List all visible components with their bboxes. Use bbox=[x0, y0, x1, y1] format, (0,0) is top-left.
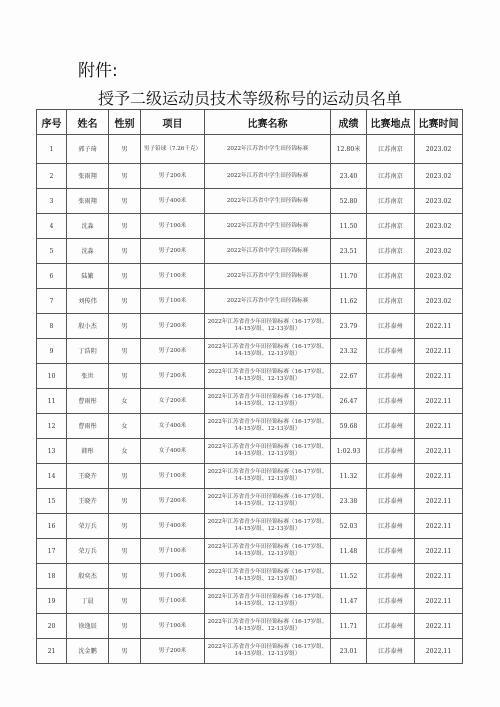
cell-result: 11.71 bbox=[331, 614, 367, 639]
cell-no: 8 bbox=[37, 314, 67, 339]
cell-name: 张雨翔 bbox=[67, 164, 109, 189]
table-row bbox=[37, 339, 463, 364]
cell-no: 11 bbox=[37, 389, 67, 414]
cell-no: 2 bbox=[37, 164, 67, 189]
cell-date: 2023.02 bbox=[415, 189, 463, 214]
cell-competition: 2022年江苏省中学生田径锦标赛 bbox=[205, 164, 331, 189]
cell-no: 10 bbox=[37, 364, 67, 389]
table-row bbox=[37, 439, 463, 464]
cell-name: 张雨翔 bbox=[67, 189, 109, 214]
cell-no: 6 bbox=[37, 264, 67, 289]
cell-competition: 2022年江苏省中学生田径锦标赛 bbox=[205, 289, 331, 314]
cell-competition: 2022年江苏省青少年田径锦标赛（16-17岁组、14-15岁组、12-13岁组） bbox=[205, 414, 331, 439]
cell-result: 22.67 bbox=[331, 364, 367, 389]
cell-venue: 江苏泰州 bbox=[367, 339, 415, 364]
cell-competition: 2022年江苏省青少年田径锦标赛（16-17岁组、14-15岁组、12-13岁组） bbox=[205, 489, 331, 514]
cell-no: 14 bbox=[37, 464, 67, 489]
cell-no: 1 bbox=[37, 135, 67, 164]
table-row bbox=[37, 264, 463, 289]
cell-name: 殷奕杰 bbox=[67, 564, 109, 589]
cell-gender: 男 bbox=[109, 314, 141, 339]
cell-name: 王晓卉 bbox=[67, 464, 109, 489]
cell-name: 陆繁 bbox=[67, 264, 109, 289]
cell-event: 男子200米 bbox=[141, 239, 205, 264]
cell-venue: 江苏南京 bbox=[367, 264, 415, 289]
cell-competition: 2022年江苏省中学生田径锦标赛 bbox=[205, 239, 331, 264]
table-row bbox=[37, 639, 463, 664]
cell-date: 2023.02 bbox=[415, 135, 463, 164]
table-row bbox=[37, 189, 463, 214]
cell-competition: 2022年江苏省青少年田径锦标赛（16-17岁组、14-15岁组、12-13岁组） bbox=[205, 464, 331, 489]
cell-result: 52.80 bbox=[331, 189, 367, 214]
header-no: 序号 bbox=[37, 110, 67, 135]
cell-event: 男子100米 bbox=[141, 589, 205, 614]
header-gender: 性别 bbox=[109, 110, 141, 135]
cell-result: 12.80米 bbox=[331, 135, 367, 164]
cell-venue: 江苏泰州 bbox=[367, 414, 415, 439]
cell-no: 20 bbox=[37, 614, 67, 639]
cell-event: 男子400米 bbox=[141, 514, 205, 539]
header-event: 项目 bbox=[141, 110, 205, 135]
header-result: 成绩 bbox=[331, 110, 367, 135]
cell-venue: 江苏泰州 bbox=[367, 514, 415, 539]
cell-result: 11.47 bbox=[331, 589, 367, 614]
cell-no: 16 bbox=[37, 514, 67, 539]
cell-gender: 男 bbox=[109, 614, 141, 639]
cell-venue: 江苏泰州 bbox=[367, 389, 415, 414]
cell-no: 13 bbox=[37, 439, 67, 464]
cell-competition: 2022年江苏省青少年田径锦标赛（16-17岁组、14-15岁组、12-13岁组） bbox=[205, 589, 331, 614]
cell-gender: 男 bbox=[109, 289, 141, 314]
cell-date: 2022.11 bbox=[415, 339, 463, 364]
cell-venue: 江苏泰州 bbox=[367, 364, 415, 389]
header-competition: 比赛名称 bbox=[205, 110, 331, 135]
cell-gender: 男 bbox=[109, 339, 141, 364]
cell-no: 19 bbox=[37, 589, 67, 614]
table-row bbox=[37, 164, 463, 189]
cell-gender: 女 bbox=[109, 414, 141, 439]
cell-venue: 江苏南京 bbox=[367, 164, 415, 189]
cell-date: 2022.11 bbox=[415, 514, 463, 539]
cell-date: 2022.11 bbox=[415, 589, 463, 614]
cell-date: 2023.02 bbox=[415, 239, 463, 264]
cell-event: 男子100米 bbox=[141, 264, 205, 289]
cell-no: 15 bbox=[37, 489, 67, 514]
cell-competition: 2022年江苏省青少年田径锦标赛（16-17岁组、14-15岁组、12-13岁组） bbox=[205, 614, 331, 639]
cell-no: 4 bbox=[37, 214, 67, 239]
cell-date: 2023.02 bbox=[415, 214, 463, 239]
cell-name: 刘传伟 bbox=[67, 289, 109, 314]
cell-competition: 2022年江苏省青少年田径锦标赛（16-17岁组、14-15岁组、12-13岁组） bbox=[205, 339, 331, 364]
cell-gender: 男 bbox=[109, 539, 141, 564]
cell-result: 23.38 bbox=[331, 489, 367, 514]
header-venue: 比赛地点 bbox=[367, 110, 415, 135]
cell-gender: 男 bbox=[109, 464, 141, 489]
cell-venue: 江苏泰州 bbox=[367, 314, 415, 339]
cell-name: 荣万兵 bbox=[67, 514, 109, 539]
cell-event: 男子200米 bbox=[141, 314, 205, 339]
attachment-label: 附件: bbox=[78, 61, 118, 81]
cell-gender: 男 bbox=[109, 364, 141, 389]
cell-competition: 2022年江苏省青少年田径锦标赛（16-17岁组、14-15岁组、12-13岁组） bbox=[205, 514, 331, 539]
cell-competition: 2022年江苏省青少年田径锦标赛（16-17岁组、14-15岁组、12-13岁组） bbox=[205, 539, 331, 564]
cell-event: 女子400米 bbox=[141, 439, 205, 464]
cell-date: 2023.02 bbox=[415, 264, 463, 289]
cell-result: 11.62 bbox=[331, 289, 367, 314]
cell-name: 丁晨 bbox=[67, 589, 109, 614]
cell-event: 女子400米 bbox=[141, 414, 205, 439]
cell-gender: 女 bbox=[109, 439, 141, 464]
cell-gender: 男 bbox=[109, 239, 141, 264]
table-row bbox=[37, 314, 463, 339]
table-row bbox=[37, 289, 463, 314]
cell-no: 9 bbox=[37, 339, 67, 364]
cell-date: 2022.11 bbox=[415, 614, 463, 639]
cell-gender: 男 bbox=[109, 135, 141, 164]
cell-date: 2022.11 bbox=[415, 389, 463, 414]
cell-result: 11.70 bbox=[331, 264, 367, 289]
cell-no: 12 bbox=[37, 414, 67, 439]
cell-competition: 2022年江苏省青少年田径锦标赛（16-17岁组、14-15岁组、12-13岁组） bbox=[205, 364, 331, 389]
cell-name: 郭子琦 bbox=[67, 135, 109, 164]
cell-gender: 男 bbox=[109, 589, 141, 614]
cell-event: 男子200米 bbox=[141, 339, 205, 364]
cell-name: 曹雨彤 bbox=[67, 389, 109, 414]
cell-event: 男子100米 bbox=[141, 464, 205, 489]
header-name: 姓名 bbox=[67, 110, 109, 135]
cell-date: 2022.11 bbox=[415, 364, 463, 389]
table-row bbox=[37, 539, 463, 564]
cell-competition: 2022年江苏省中学生田径锦标赛 bbox=[205, 135, 331, 164]
cell-event: 男子铅球（7.26千克） bbox=[141, 135, 205, 164]
cell-result: 23.32 bbox=[331, 339, 367, 364]
cell-name: 沈淼 bbox=[67, 239, 109, 264]
cell-name: 沈金鹏 bbox=[67, 639, 109, 664]
cell-result: 52.03 bbox=[331, 514, 367, 539]
cell-name: 丁浩阴 bbox=[67, 339, 109, 364]
cell-venue: 江苏南京 bbox=[367, 239, 415, 264]
table-row bbox=[37, 364, 463, 389]
cell-date: 2022.11 bbox=[415, 489, 463, 514]
cell-result: 1:02.93 bbox=[331, 439, 367, 464]
table-row bbox=[37, 239, 463, 264]
cell-name: 韩彤 bbox=[67, 439, 109, 464]
cell-venue: 江苏泰州 bbox=[367, 539, 415, 564]
cell-result: 11.32 bbox=[331, 464, 367, 489]
table-row bbox=[37, 489, 463, 514]
table-row bbox=[37, 514, 463, 539]
cell-name: 王晓卉 bbox=[67, 489, 109, 514]
cell-competition: 2022年江苏省青少年田径锦标赛（16-17岁组、14-15岁组、12-13岁组） bbox=[205, 314, 331, 339]
cell-result: 23.01 bbox=[331, 639, 367, 664]
cell-gender: 男 bbox=[109, 189, 141, 214]
cell-event: 男子100米 bbox=[141, 564, 205, 589]
cell-competition: 2022年江苏省中学生田径锦标赛 bbox=[205, 189, 331, 214]
cell-name: 荣万兵 bbox=[67, 539, 109, 564]
cell-gender: 男 bbox=[109, 214, 141, 239]
cell-date: 2022.11 bbox=[415, 539, 463, 564]
cell-competition: 2022年江苏省中学生田径锦标赛 bbox=[205, 214, 331, 239]
cell-no: 5 bbox=[37, 239, 67, 264]
cell-name: 曹雨彤 bbox=[67, 414, 109, 439]
cell-venue: 江苏泰州 bbox=[367, 464, 415, 489]
cell-venue: 江苏泰州 bbox=[367, 564, 415, 589]
cell-event: 男子100米 bbox=[141, 289, 205, 314]
cell-event: 男子100米 bbox=[141, 539, 205, 564]
table-row bbox=[37, 614, 463, 639]
cell-date: 2022.11 bbox=[415, 564, 463, 589]
cell-venue: 江苏泰州 bbox=[367, 639, 415, 664]
cell-venue: 江苏南京 bbox=[367, 289, 415, 314]
cell-result: 11.52 bbox=[331, 564, 367, 589]
cell-gender: 男 bbox=[109, 514, 141, 539]
cell-no: 17 bbox=[37, 539, 67, 564]
table-body bbox=[37, 135, 463, 664]
table-row bbox=[37, 135, 463, 164]
cell-date: 2022.11 bbox=[415, 314, 463, 339]
cell-competition: 2022年江苏省青少年田径锦标赛（16-17岁组、14-15岁组、12-13岁组） bbox=[205, 564, 331, 589]
cell-result: 59.68 bbox=[331, 414, 367, 439]
cell-date: 2023.02 bbox=[415, 289, 463, 314]
table-row bbox=[37, 389, 463, 414]
cell-venue: 江苏南京 bbox=[367, 135, 415, 164]
cell-venue: 江苏南京 bbox=[367, 214, 415, 239]
cell-venue: 江苏泰州 bbox=[367, 439, 415, 464]
cell-event: 男子100米 bbox=[141, 614, 205, 639]
document-title: 授予二级运动员技术等级称号的运动员名单 bbox=[97, 89, 402, 108]
cell-date: 2022.11 bbox=[415, 414, 463, 439]
cell-competition: 2022年江苏省青少年田径锦标赛（16-17岁组、14-15岁组、12-13岁组） bbox=[205, 439, 331, 464]
cell-result: 11.48 bbox=[331, 539, 367, 564]
cell-venue: 江苏泰州 bbox=[367, 489, 415, 514]
cell-gender: 男 bbox=[109, 264, 141, 289]
cell-competition: 2022年江苏省中学生田径锦标赛 bbox=[205, 264, 331, 289]
cell-no: 18 bbox=[37, 564, 67, 589]
cell-name: 殷小杰 bbox=[67, 314, 109, 339]
cell-gender: 男 bbox=[109, 639, 141, 664]
cell-name: 徐逸辰 bbox=[67, 614, 109, 639]
cell-venue: 江苏南京 bbox=[367, 189, 415, 214]
cell-result: 11.50 bbox=[331, 214, 367, 239]
table-row bbox=[37, 564, 463, 589]
header-date: 比赛时间 bbox=[415, 110, 463, 135]
cell-gender: 男 bbox=[109, 564, 141, 589]
cell-name: 张世 bbox=[67, 364, 109, 389]
table-row bbox=[37, 464, 463, 489]
cell-result: 23.51 bbox=[331, 239, 367, 264]
cell-event: 男子200米 bbox=[141, 639, 205, 664]
cell-result: 23.79 bbox=[331, 314, 367, 339]
table-header-row bbox=[37, 110, 463, 135]
cell-event: 女子200米 bbox=[141, 389, 205, 414]
cell-date: 2022.11 bbox=[415, 639, 463, 664]
cell-competition: 2022年江苏省青少年田径锦标赛（16-17岁组、14-15岁组、12-13岁组） bbox=[205, 639, 331, 664]
cell-no: 3 bbox=[37, 189, 67, 214]
cell-no: 21 bbox=[37, 639, 67, 664]
cell-event: 男子200米 bbox=[141, 489, 205, 514]
table-row bbox=[37, 214, 463, 239]
cell-result: 23.40 bbox=[331, 164, 367, 189]
athlete-table bbox=[36, 109, 463, 664]
cell-event: 男子100米 bbox=[141, 214, 205, 239]
table-row bbox=[37, 589, 463, 614]
cell-date: 2023.02 bbox=[415, 164, 463, 189]
cell-event: 男子200米 bbox=[141, 164, 205, 189]
cell-date: 2022.11 bbox=[415, 464, 463, 489]
cell-gender: 男 bbox=[109, 489, 141, 514]
cell-no: 7 bbox=[37, 289, 67, 314]
cell-gender: 男 bbox=[109, 164, 141, 189]
cell-event: 男子200米 bbox=[141, 364, 205, 389]
table-row bbox=[37, 414, 463, 439]
cell-competition: 2022年江苏省青少年田径锦标赛（16-17岁组、14-15岁组、12-13岁组） bbox=[205, 389, 331, 414]
cell-date: 2022.11 bbox=[415, 439, 463, 464]
cell-venue: 江苏泰州 bbox=[367, 614, 415, 639]
cell-name: 沈淼 bbox=[67, 214, 109, 239]
cell-gender: 女 bbox=[109, 389, 141, 414]
cell-result: 26.47 bbox=[331, 389, 367, 414]
cell-event: 男子400米 bbox=[141, 189, 205, 214]
cell-venue: 江苏泰州 bbox=[367, 589, 415, 614]
